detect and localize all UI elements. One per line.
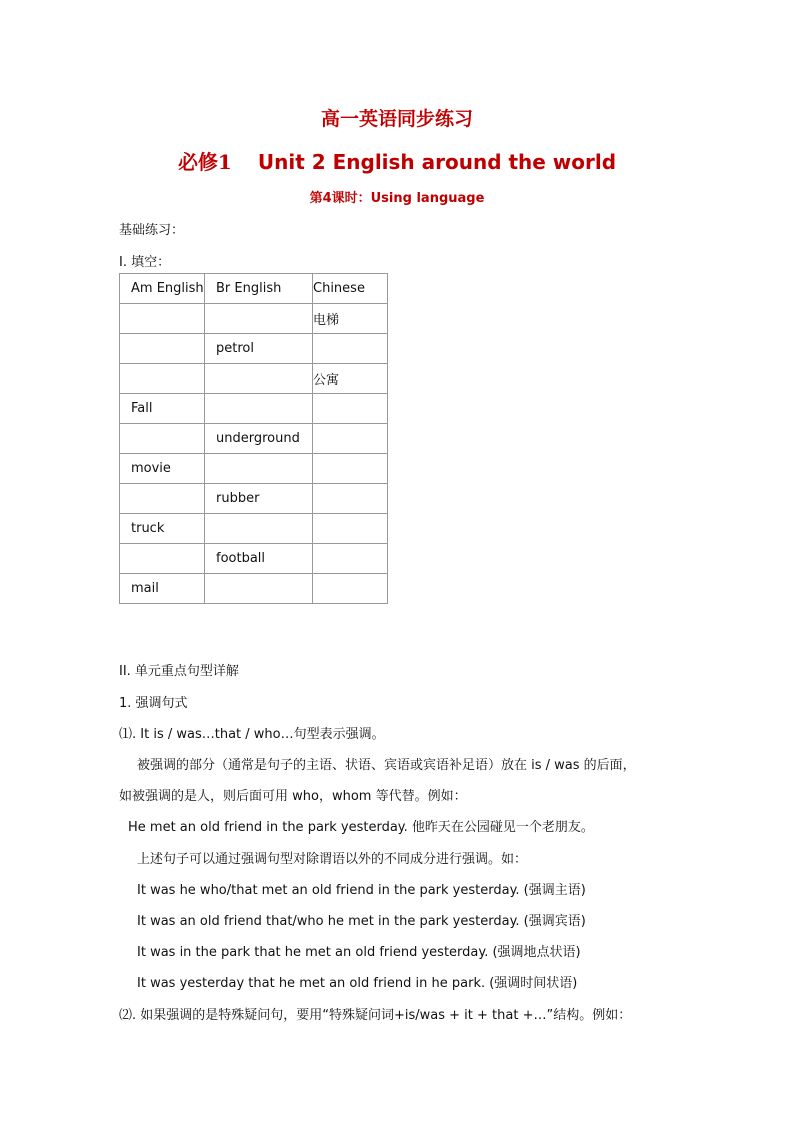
table-cell xyxy=(313,574,388,604)
table-cell: football xyxy=(205,544,313,574)
table-header-cell: Br English xyxy=(205,274,313,304)
table-cell xyxy=(120,544,205,574)
table-row xyxy=(120,394,388,424)
table-cell xyxy=(313,544,388,574)
page-title: 高一英语同步练习 xyxy=(320,108,473,130)
table-header-cell: Chinese xyxy=(313,274,388,304)
table-cell xyxy=(205,574,313,604)
table-cell: movie xyxy=(120,454,205,484)
table-cell xyxy=(313,514,388,544)
table-cell: underground xyxy=(205,424,313,454)
vocab-table xyxy=(119,273,388,604)
table-cell xyxy=(205,394,313,424)
table-cell xyxy=(205,514,313,544)
module-label: 必修1 xyxy=(177,150,232,174)
paragraph: 上述句子可以通过强调句型对除谓语以外的不同成分进行强调。如： xyxy=(137,852,528,867)
example-sentence: It was in the park that he met an old friend yesterday. (强调地点状语) xyxy=(137,945,581,960)
table-cell: Fall xyxy=(120,394,205,424)
table-cell: 电梯 xyxy=(313,304,388,334)
table-cell xyxy=(120,424,205,454)
subpoint-2: ⑵. 如果强调的是特殊疑问句，要用“特殊疑问词+is/was + it + that +…”结构。例如： xyxy=(119,1008,632,1023)
table-cell: truck xyxy=(120,514,205,544)
table-cell: rubber xyxy=(205,484,313,514)
paragraph: 如被强调的是人，则后面可用 who，whom 等代替。例如： xyxy=(119,789,467,804)
example-sentence: It was yesterday that he met an old friend in he park. (强调时间状语) xyxy=(137,976,578,991)
table-cell: petrol xyxy=(205,334,313,364)
table-row xyxy=(120,454,388,484)
table-cell xyxy=(205,454,313,484)
table-cell xyxy=(120,484,205,514)
point-1-heading: 1. 强调句式 xyxy=(119,696,188,711)
unit-label: Unit 2 English around the world xyxy=(257,150,617,174)
table-cell xyxy=(205,364,313,394)
table-row xyxy=(120,544,388,574)
table-cell xyxy=(205,304,313,334)
table-row xyxy=(120,364,388,394)
table-cell xyxy=(120,334,205,364)
table-cell xyxy=(313,484,388,514)
example-sentence: It was an old friend that/who he met in the park yesterday. (强调宾语) xyxy=(137,914,586,929)
table-cell xyxy=(313,334,388,364)
table-cell xyxy=(313,424,388,454)
table-cell: mail xyxy=(120,574,205,604)
paragraph: 被强调的部分（通常是句子的主语、状语、宾语或宾语补足语）放在 is / was 的后面， xyxy=(137,758,636,773)
table-row xyxy=(120,484,388,514)
unit-title xyxy=(0,146,794,175)
table-row xyxy=(120,334,388,364)
lesson-title: 第4课时：Using language xyxy=(309,191,485,206)
table-row xyxy=(120,514,388,544)
table-cell xyxy=(313,454,388,484)
table-header-row xyxy=(120,274,388,304)
table-cell xyxy=(313,394,388,424)
basic-practice-label: 基础练习： xyxy=(119,223,185,238)
table-row xyxy=(120,304,388,334)
section-2-heading: II. 单元重点句型详解 xyxy=(119,664,239,679)
section-1-heading: I. 填空： xyxy=(119,255,171,270)
table-header-cell: Am English xyxy=(120,274,205,304)
table-cell xyxy=(120,364,205,394)
example-sentence: He met an old friend in the park yesterday. 他昨天在公园碰见一个老朋友。 xyxy=(128,820,594,835)
example-sentence: It was he who/that met an old friend in the park yesterday. (强调主语) xyxy=(137,883,586,898)
table-row xyxy=(120,424,388,454)
table-row xyxy=(120,574,388,604)
table-cell xyxy=(120,304,205,334)
subpoint-1: ⑴. It is / was…that / who…句型表示强调。 xyxy=(119,727,385,742)
table-cell: 公寓 xyxy=(313,364,388,394)
